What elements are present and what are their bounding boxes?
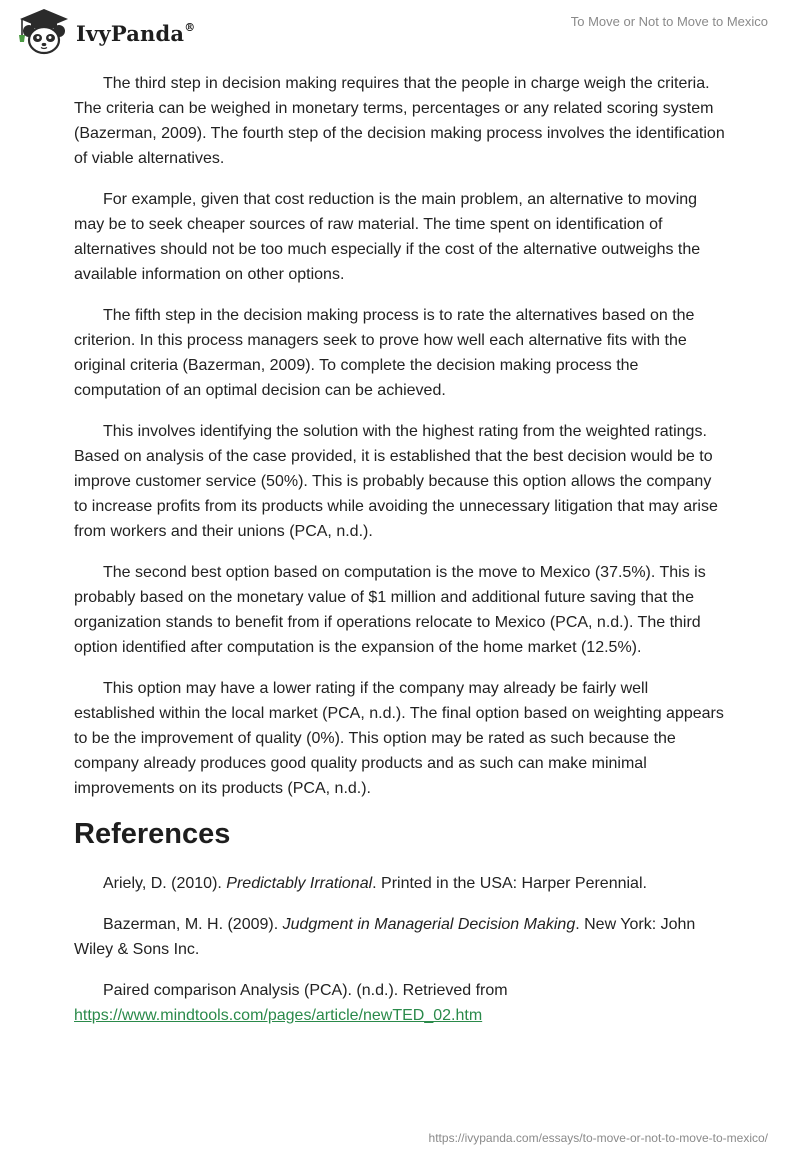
reference-title: Judgment in Managerial Decision Making	[282, 916, 576, 933]
reference-text: Bazerman, M. H. (2009).	[103, 916, 283, 933]
paragraph-4: This involves identifying the solution with the highest rating from the weighted ratings. Based on analysis of the case provided, it is established that the best decision would be to improve customer service (50%). This is probably because this option allows the company to increase profits from its products while avoiding the unnecessary litigation that may arise from workers and their unions (PCA, n.d.).	[74, 423, 718, 540]
references-heading: References	[74, 818, 231, 850]
reference-item	[74, 912, 726, 962]
paragraph-3: The fifth step in the decision making process is to rate the alternatives based on the criterion. In this process managers seek to prove how well each alternative fits with the original criteria (Bazerman, 2009). To complete the decision making process the computation of an optimal decision can be achieved.	[74, 307, 695, 399]
panda-logo-icon	[14, 6, 74, 56]
paragraph-5: The second best option based on computation is the move to Mexico (37.5%). This is probably based on the monetary value of $1 million and additional future saving that the organization stands to benefit from if operations relocate to Mexico (PCA, n.d.). The third option identified after computation is the expansion of the home market (12.5%).	[74, 564, 706, 656]
brand-name: IvyPanda®	[76, 20, 196, 46]
ivypanda-logo[interactable]	[14, 6, 195, 56]
reference-title: Predictably Irrational	[226, 875, 373, 892]
paragraph-1: The third step in decision making requires that the people in charge weigh the criteria. The criteria can be weighed in monetary terms, percentages or any related scoring system (Bazerman, 2009). The fourth step of the decision making process involves the identification of viable alternatives.	[74, 75, 725, 167]
reference-text: Ariely, D. (2010).	[103, 875, 227, 892]
reference-item	[74, 978, 726, 1028]
footer-source-url: https://ivypanda.com/essays/to-move-or-not-to-move-to-mexico/	[428, 1131, 768, 1145]
paragraph-6: This option may have a lower rating if the company may already be fairly well established within the local market (PCA, n.d.). The final option based on weighting appears to be the improvement of quality (0%). This option may be rated as such because the company already produces good quality products and as such can make minimal improvements on its products (PCA, n.d.).	[74, 680, 724, 797]
reference-text: . New York: John Wiley & Sons Inc.	[74, 916, 696, 958]
reference-text: . Printed in the USA: Harper Perennial.	[372, 875, 647, 892]
page-header	[0, 0, 800, 60]
paragraph-2: For example, given that cost reduction is the main problem, an alternative to moving may be to seek cheaper sources of raw material. The time spent on identification of alternatives should not be too much especially if the cost of the alternative outweighs the available information on other options.	[74, 191, 701, 283]
reference-text: Paired comparison Analysis (PCA). (n.d.). Retrieved from	[103, 982, 508, 999]
reference-item	[74, 871, 726, 896]
essay-content	[74, 71, 726, 1044]
registered-mark: ®	[184, 20, 196, 34]
reference-link[interactable]: https://www.mindtools.com/pages/article/newTED_02.htm	[74, 1007, 483, 1024]
document-title: To Move or Not to Move to Mexico	[570, 14, 768, 29]
